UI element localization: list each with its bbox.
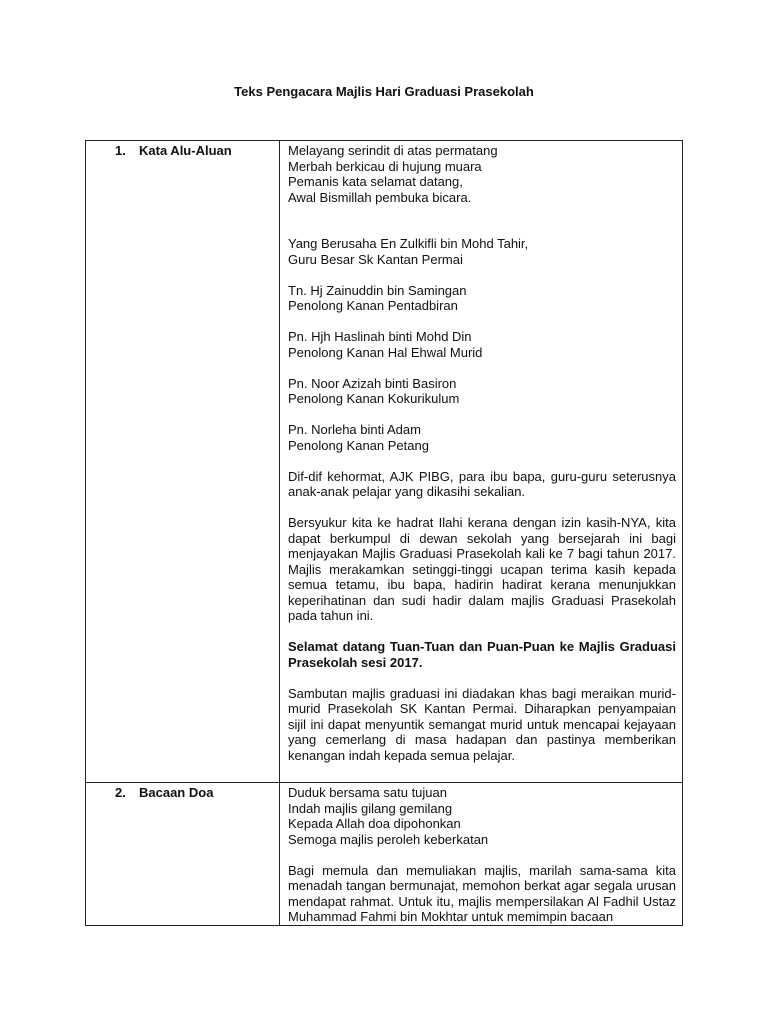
script-table xyxy=(85,140,683,926)
section-number: 2. xyxy=(115,785,126,800)
dignitary-name: Pn. Hjh Haslinah binti Mohd Din xyxy=(288,329,472,344)
section-row-bacaan-doa xyxy=(86,783,683,926)
document-title: Teks Pengacara Majlis Hari Graduasi Prasekolah xyxy=(234,84,534,99)
dignitary-position: Penolong Kanan Hal Ehwal Murid xyxy=(288,344,483,360)
pantun-line: Awal Bismillah pembuka bicara. xyxy=(288,189,472,205)
dignitary-name: Yang Berusaha En Zulkifli bin Mohd Tahir, xyxy=(288,236,529,251)
dignitary-name: Pn. Noor Azizah binti Basiron xyxy=(288,375,457,391)
section-heading: Bacaan Doa xyxy=(139,785,214,800)
pantun-line: Semoga majlis peroleh keberkatan xyxy=(288,831,489,847)
welcome-paragraph: Selamat datang Tuan-Tuan dan Puan-Puan ke Majlis Graduasi Prasekolah sesi 2017. xyxy=(288,639,676,670)
pantun-line: Duduk bersama satu tujuan xyxy=(288,785,447,800)
pantun-line: Merbah berkicau di hujung muara xyxy=(288,158,482,174)
section-number: 1. xyxy=(115,143,126,158)
dignitary-name: Tn. Hj Zainuddin bin Samingan xyxy=(288,282,467,298)
section-content-cell xyxy=(280,783,683,926)
dignitary-position: Penolong Kanan Kokurikulum xyxy=(288,391,460,406)
section-heading-cell xyxy=(86,783,280,926)
pantun-line: Kepada Allah doa dipohonkan xyxy=(288,816,461,831)
dignitary-entry xyxy=(288,422,676,453)
dignitary-entry xyxy=(288,376,676,407)
section-row-kata-alu-aluan xyxy=(86,141,683,783)
dignitary-position: Penolong Kanan Petang xyxy=(288,437,429,453)
dignitary-entry xyxy=(288,283,676,314)
dignitary-entry xyxy=(288,329,676,360)
dignitary-position: Penolong Kanan Pentadbiran xyxy=(288,298,458,313)
pantun-line: Melayang serindit di atas permatang xyxy=(288,143,498,158)
section-heading-cell xyxy=(86,141,280,783)
dignitary-entry xyxy=(288,236,676,267)
greeting-paragraph: Dif-dif kehormat, AJK PIBG, para ibu bapa, guru-guru seterusnya anak-anak pelajar yang dikasihi sekalian. xyxy=(288,468,676,499)
dignitary-name: Pn. Norleha binti Adam xyxy=(288,422,421,437)
section-heading: Kata Alu-Aluan xyxy=(139,143,232,158)
section-content-cell xyxy=(280,141,683,783)
gratitude-paragraph: Bersyukur kita ke hadrat Ilahi kerana dengan izin kasih-NYA, kita dapat berkumpul di dewan sekolah yang bersejarah ini bagi menjayakan Majlis Graduasi Prasekolah kali ke 7 bagi tahun 2017. Majlis merakamkan setinggi-tinggi ucapan terima kasih kepada semua tetamu, ibu bapa, hadirin hadirat kerana menunjukkan keperihatinan dan sudi hadir dalam majlis Graduasi Prasekolah pada tahun ini. xyxy=(288,515,676,623)
pantun-verse xyxy=(288,785,676,847)
pantun-line: Pemanis kata selamat datang, xyxy=(288,174,463,189)
purpose-paragraph: Sambutan majlis graduasi ini diadakan khas bagi meraikan murid-murid Prasekolah SK Kantan Permai. Diharapkan penyampaian sijil ini dapat menyuntik semangat murid untuk mencapai kejayaan yang cemerlang di masa hadapan dan pastinya memberikan kenangan indah kepada semua pelajar. xyxy=(288,685,676,763)
dignitary-position: Guru Besar Sk Kantan Permai xyxy=(288,251,463,267)
pantun-line: Indah majlis gilang gemilang xyxy=(288,800,453,816)
invitation-paragraph: Bagi memula dan memuliakan majlis, marilah sama-sama kita menadah tangan bermunajat, memohon berkat agar segala urusan mendapat rahmat. Untuk itu, majlis mempersilakan Al Fadhil Ustaz Muhammad Fahmi bin Mokhtar untuk memimpin bacaan xyxy=(288,862,676,924)
pantun-verse xyxy=(288,143,676,205)
